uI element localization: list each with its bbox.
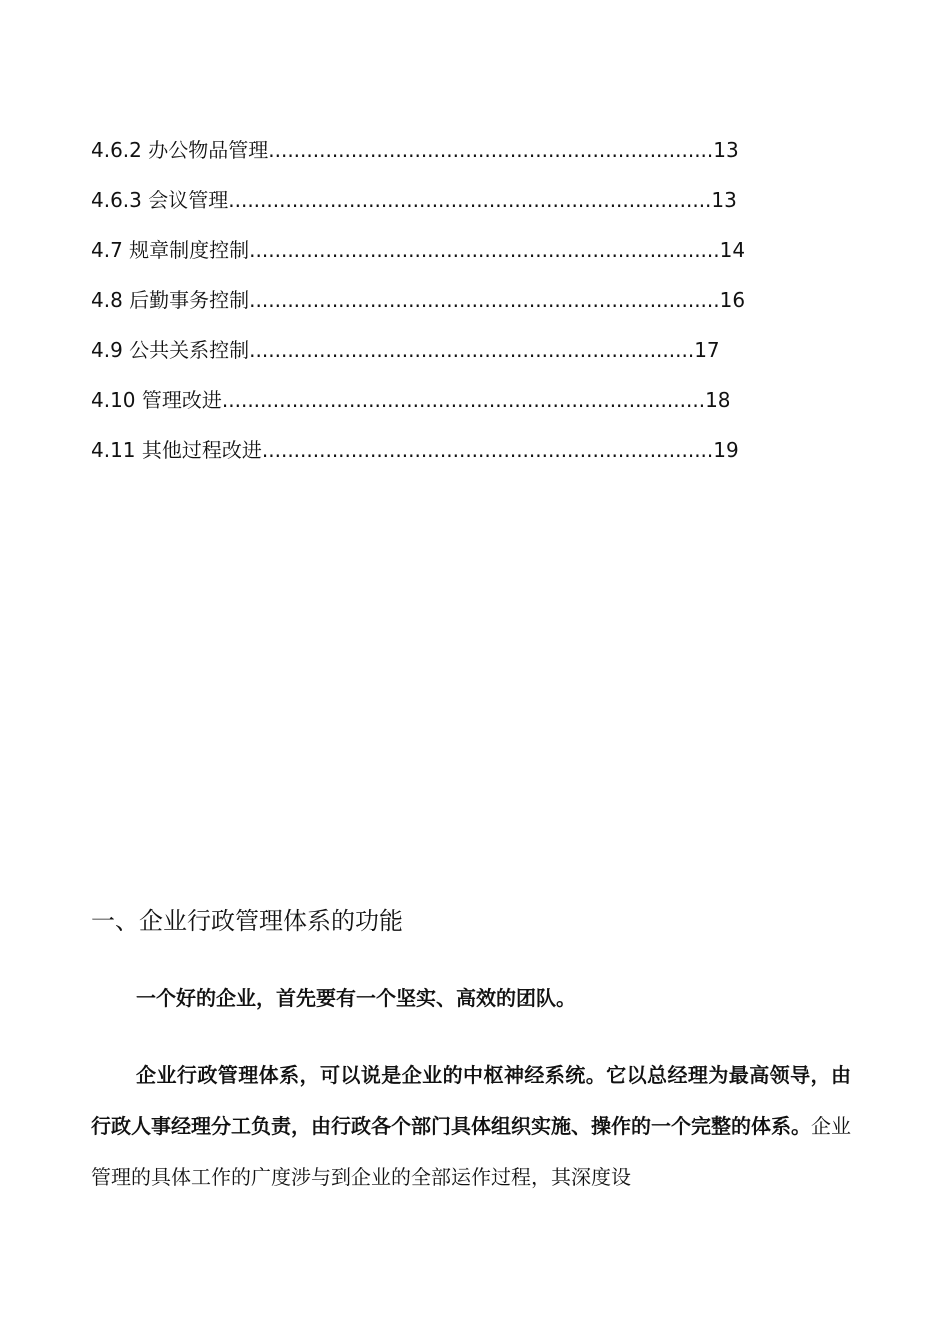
- body-paragraph: [91, 1050, 851, 1203]
- toc-entry-4-8[interactable]: [91, 286, 745, 336]
- toc-entry-4-6-3[interactable]: [91, 186, 745, 236]
- toc-entry-label: 4.11 其他过程改进: [91, 438, 262, 462]
- section-heading: 一、企业行政管理体系的功能: [91, 907, 403, 935]
- toc-entry-label: 4.6.3 会议管理: [91, 188, 229, 212]
- toc-entry-leader: .......................................................................: [261, 438, 714, 462]
- toc-entry-leader: ............................................................................: [228, 188, 712, 212]
- body-paragraph-text: 企业管理的具体工作的广度涉与到企业的全部运作过程，其深度设: [91, 1114, 851, 1189]
- toc-entry-page: 13: [713, 138, 739, 162]
- toc-entry-4-9[interactable]: [91, 336, 745, 386]
- intro-sentence: 一个好的企业，首先要有一个坚实、高效的团队。: [136, 986, 576, 1010]
- toc-entry-page: 17: [694, 338, 720, 362]
- toc-entry-label: 4.7 规章制度控制: [91, 238, 250, 262]
- toc-entry-page: 16: [719, 288, 746, 312]
- toc-entry-page: 13: [711, 188, 737, 212]
- toc-entry-label: 4.6.2 办公物品管理: [91, 138, 269, 162]
- toc-entry-4-10[interactable]: [91, 386, 745, 436]
- body-paragraph-bold-text: 企业行政管理体系，可以说是企业的中枢神经系统。它以总经理为最高领导，由行政人事经理分工负责，由行政各个部门具体组织实施、操作的一个完整的体系。: [91, 1063, 851, 1138]
- toc-entry-leader: ......................................................................: [249, 338, 695, 362]
- toc-entry-label: 4.8 后勤事务控制: [91, 288, 250, 312]
- toc-entry-page: 18: [705, 388, 731, 412]
- toc-entry-label: 4.10 管理改进: [91, 388, 222, 412]
- toc-entry-leader: ..........................................................................: [249, 288, 720, 312]
- toc-entry-page: 19: [713, 438, 739, 462]
- toc-entry-leader: ..........................................................................: [249, 238, 720, 262]
- toc-entry-4-6-2[interactable]: [91, 136, 745, 186]
- toc-entry-4-7[interactable]: [91, 236, 745, 286]
- toc-entry-leader: ......................................................................: [268, 138, 714, 162]
- toc-entry-label: 4.9 公共关系控制: [91, 338, 250, 362]
- toc-entry-page: 14: [719, 238, 746, 262]
- toc-entry-leader: ............................................................................: [221, 388, 706, 412]
- table-of-contents: [91, 136, 745, 486]
- toc-entry-4-11[interactable]: [91, 436, 745, 486]
